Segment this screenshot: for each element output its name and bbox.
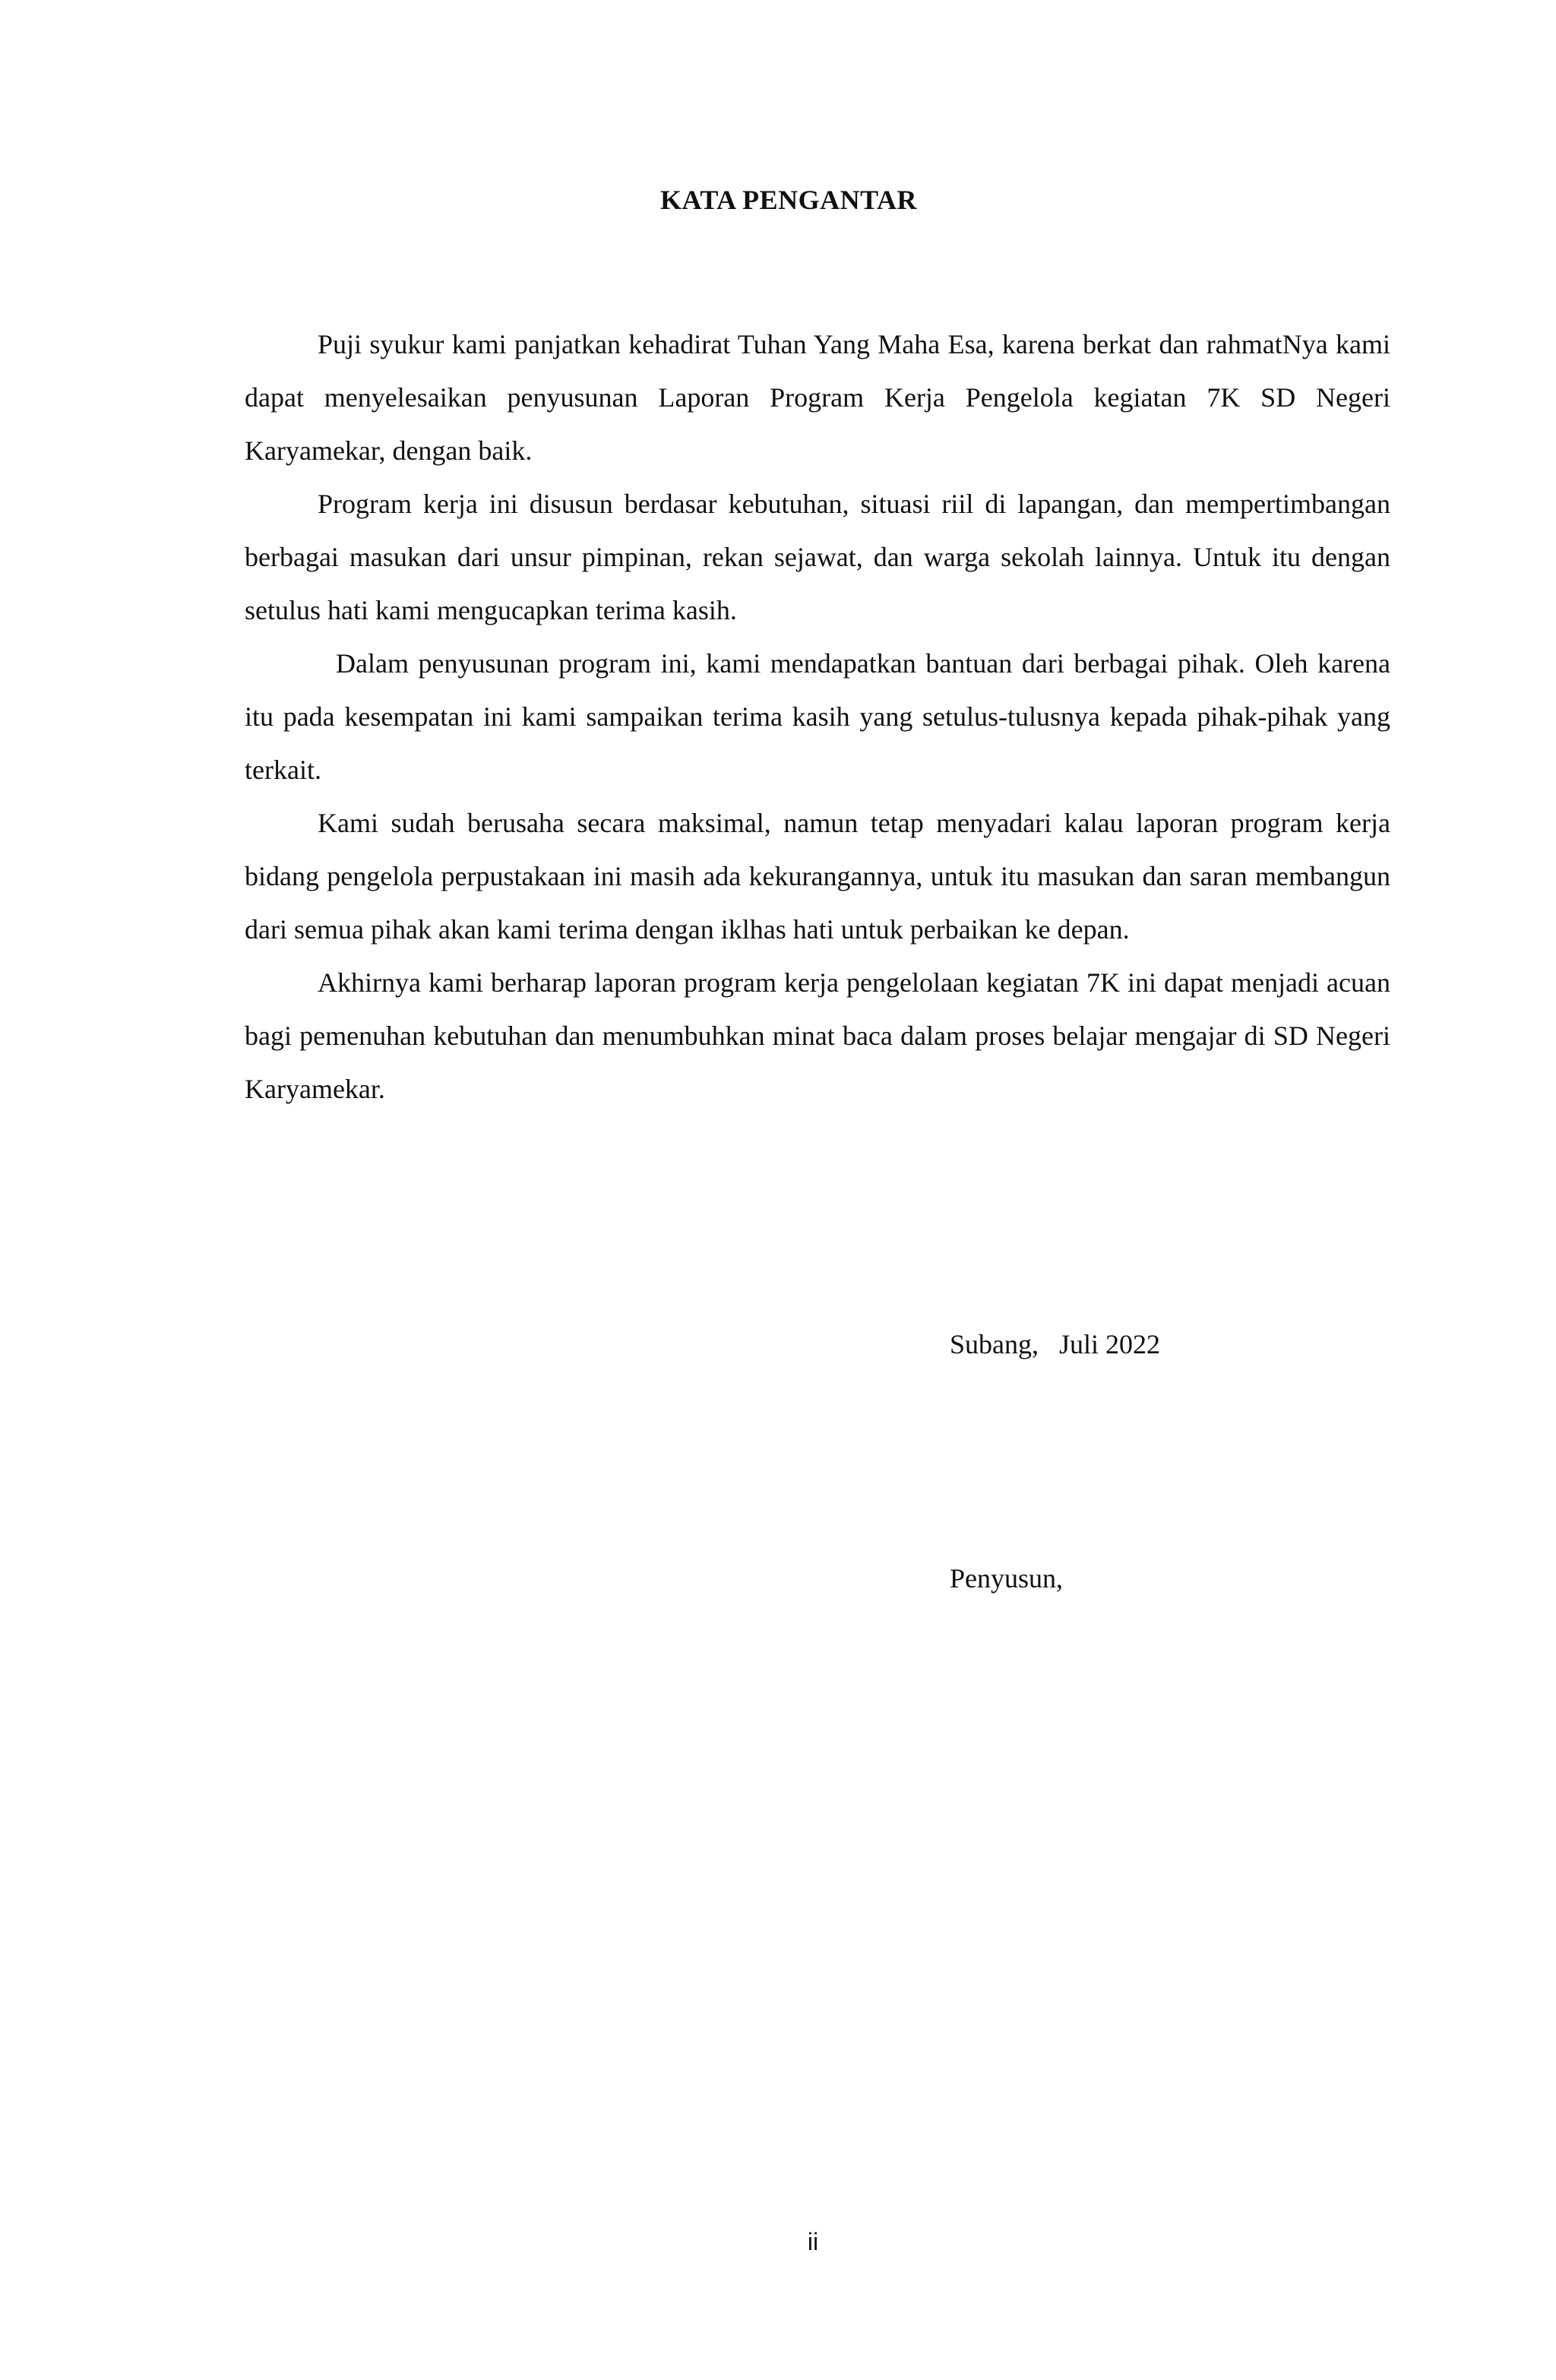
paragraph: Puji syukur kami panjatkan kehadirat Tuhan Yang Maha Esa, karena berkat dan rahmatNya kami dapat menyelesaikan penyusunan Laporan Program Kerja Pengelola kegiatan 7K SD Negeri Karyamekar, dengan baik.: [245, 329, 1390, 466]
page-number: ii: [807, 2228, 819, 2255]
paragraph: Program kerja ini disusun berdasar kebutuhan, situasi riil di lapangan, dan mempertimbangan berbagai masukan dari unsur pimpinan, rekan sejawat, dan warga sekolah lainnya. Untuk itu dengan setulus hati kami mengucapkan terima kasih.: [245, 489, 1390, 625]
author-label: Penyusun,: [950, 1563, 1064, 1594]
paragraph: Dalam penyusunan program ini, kami mendapatkan bantuan dari berbagai pihak. Oleh karena itu pada kesempatan ini kami sampaikan terima kasih yang setulus-tulusnya kepada pihak-pihak yang terkait.: [245, 648, 1390, 785]
paragraph: Akhirnya kami berharap laporan program kerja pengelolaan kegiatan 7K ini dapat menjadi acuan bagi pemenuhan kebutuhan dan menumbuhkan minat baca dalam proses belajar mengajar di SD Negeri Karyamekar.: [245, 967, 1390, 1104]
paragraph: Kami sudah berusaha secara maksimal, namun tetap menyadari kalau laporan program kerja bidang pengelola perpustakaan ini masih ada kekurangannya, untuk itu masukan dan saran membangun dari semua pihak akan kami terima dengan iklhas hati untuk perbaikan ke depan.: [245, 808, 1390, 945]
page-title: KATA PENGANTAR: [659, 185, 917, 215]
place-date: Subang, Juli 2022: [950, 1329, 1161, 1359]
document-body: [245, 318, 1390, 1116]
